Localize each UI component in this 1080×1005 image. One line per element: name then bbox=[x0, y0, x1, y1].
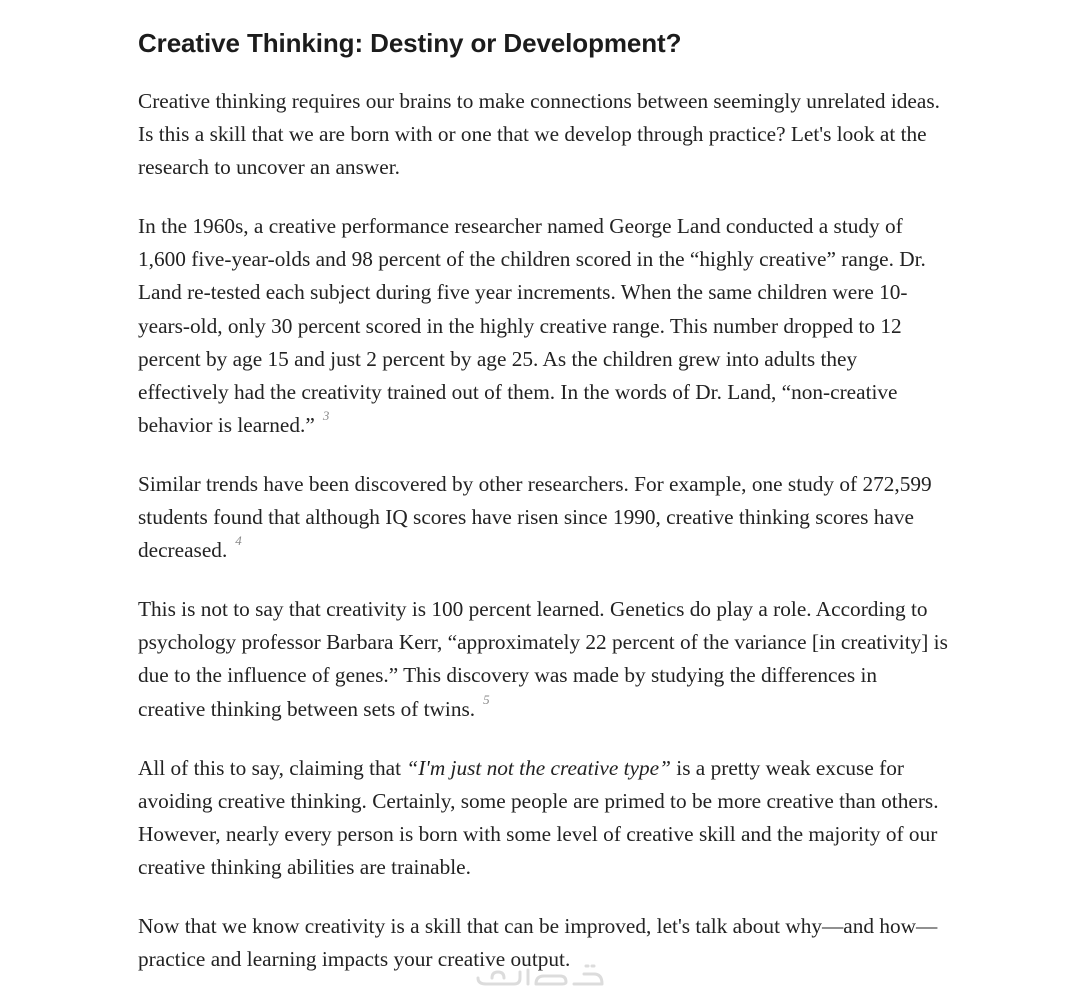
paragraph-george-land-study: In the 1960s, a creative performance researcher named George Land conducted a study of 1,600 five-year-olds and 98 percent of the children scored in the “highly creative” range. Dr. Land re-tested each subject during five year increments. When the same children were 10-years-old, only 30 percent scored in the highly creative range. This number dropped to 12 percent by age 15 and just 2 percent by age 25. As the children grew into adults they effectively had the creativity trained out of them. In the words of Dr. Land, “non-creative behavior is learned.” $^3$ bbox=[138, 214, 926, 437]
paragraph-intro-text: Creative thinking requires our brains to make connections between seemingly unrelated ideas. Is this a skill that we are born with or one that we develop through practice? Let's look at the research to uncover an answer. bbox=[138, 89, 940, 180]
creative-type-quote: “I'm just not the creative type” bbox=[406, 755, 671, 780]
article bbox=[138, 26, 948, 1002]
paragraph-similar-trends: Similar trends have been discovered by other researchers. For example, one study of 272,599 students found that although IQ scores have risen since 1990, creative thinking scores have decreased. $^4$ bbox=[138, 471, 932, 563]
paragraph-creative-type-lead: All of this to say, claiming that bbox=[138, 755, 407, 780]
paragraph-intro bbox=[138, 85, 948, 184]
paragraph-george-land-text: In the 1960s, a creative performance researcher named George Land conducted a study of 1,600 five-year-olds and 98 percent of the children scored in the “highly creative” range. Dr. Land re-tested each subject during five year increments. When the same children were 10-years-old, only 30 percent scored in the highly creative range. This number dropped to 12 percent by age 15 and just 2 percent by age 25. As the children grew into adults they effectively had the creativity trained out of them. In the words of Dr. Land, “non-creative behavior is learned.” bbox=[138, 214, 926, 437]
paragraph-creative-type-rest: is a pretty weak excuse for avoiding creative thinking. Certainly, some people are primed to be more creative than others. However, nearly every person is born with some level of creative skill and the majority of our creative thinking abilities are trainable. bbox=[138, 755, 939, 879]
article-title: Creative Thinking: Destiny or Development? bbox=[138, 28, 682, 58]
paragraph-conclusion-text: Now that we know creativity is a skill that can be improved, let's talk about why—and how—practice and learning impacts your creative output. bbox=[138, 913, 938, 972]
paragraph-similar-trends-text: Similar trends have been discovered by other researchers. For example, one study of 272,599 students found that although IQ scores have risen since 1990, creative thinking scores have decreased. bbox=[138, 471, 932, 563]
paragraph-creative-type bbox=[138, 752, 948, 884]
paragraph-genetics: This is not to say that creativity is 100 percent learned. Genetics do play a role. According to psychology professor Barbara Kerr, “approximately 22 percent of the variance [in creativity] is due to the influence of genes.” This discovery was made by studying the differences in creative thinking between sets of twins. $^5$ bbox=[138, 597, 948, 721]
watermark-logo-icon bbox=[474, 958, 606, 986]
paragraph-genetics-text: This is not to say that creativity is 100 percent learned. Genetics do play a role. According to psychology professor Barbara Kerr, “approximately 22 percent of the variance [in creativity] is due to the influence of genes.” This discovery was made by studying the differences in creative thinking between sets of twins. bbox=[138, 597, 948, 721]
